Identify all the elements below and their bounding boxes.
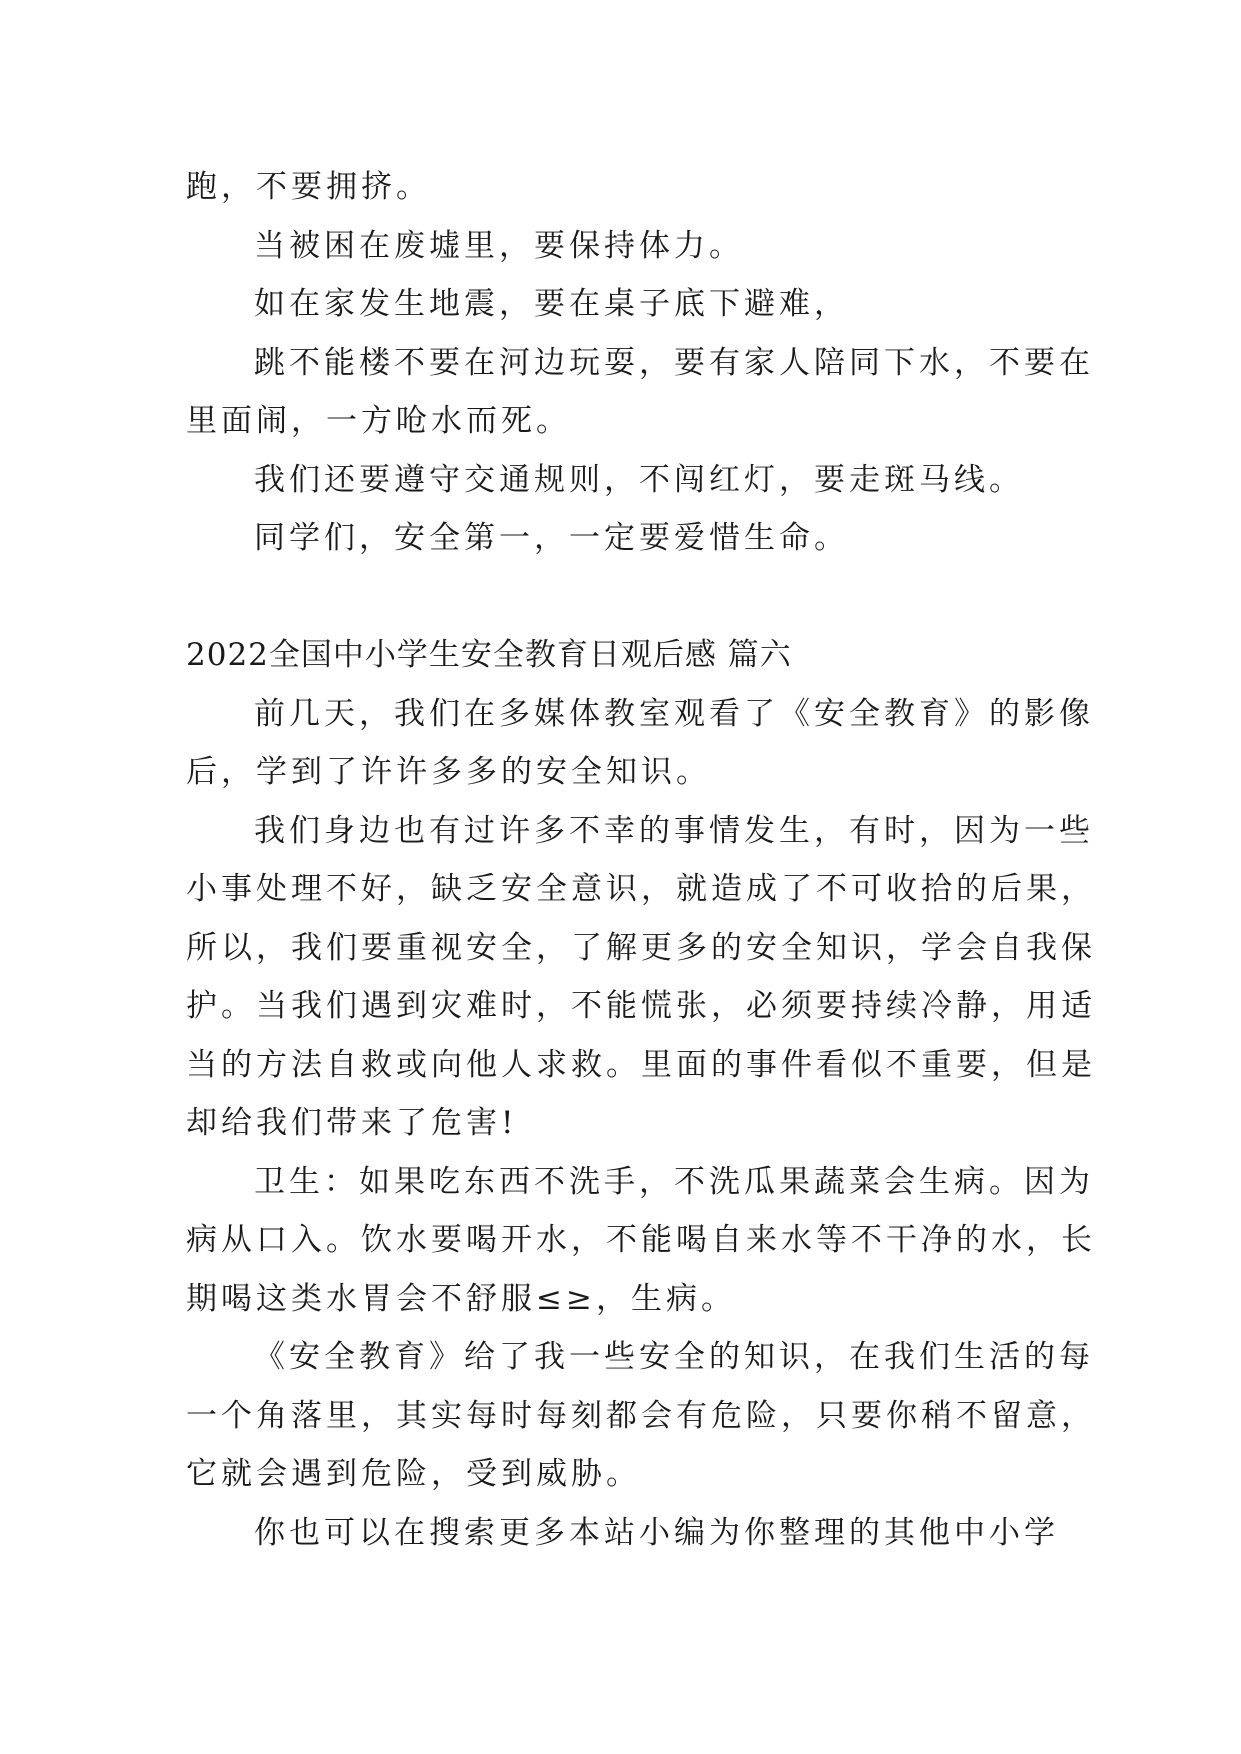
text-line: 如在家发生地震，要在桌子底下避难， — [254, 286, 849, 322]
text-line: 你也可以在搜索更多本站小编为你整理的其他中小学 — [254, 1514, 1059, 1551]
text-line: 卫生：如果吃东西不洗手，不洗瓜果蔬菜会生病。因为 — [254, 1163, 1094, 1200]
text-line: 所以，我们要重视安全，了解更多的安全知识，学会自我保 — [186, 929, 1096, 966]
section-heading: 2022全国中小学生安全教育日观后感 篇六 — [186, 637, 792, 673]
text-line: 小事处理不好，缺乏安全意识，就造成了不可收拾的后果， — [186, 871, 1096, 907]
text-line: 里面闹，一方呛水而死。 — [186, 403, 571, 439]
text-line: 前几天，我们在多媒体教室观看了《安全教育》的影像 — [254, 695, 1094, 732]
document-body — [186, 158, 1096, 1562]
text-line: 病从口入。饮水要喝开水，不能喝自来水等不干净的水，长 — [186, 1222, 1096, 1258]
text-line: 《安全教育》给了我一些安全的知识，在我们生活的每 — [254, 1339, 1094, 1375]
text-line: 后，学到了许许多多的安全知识。 — [186, 754, 711, 790]
text-line: 一个角落里，其实每时每刻都会有危险，只要你稍不留意， — [186, 1397, 1096, 1434]
text-line: 跑，不要拥挤。 — [186, 169, 431, 205]
text-line: 护。当我们遇到灾难时，不能慌张，必须要持续冷静，用适 — [186, 988, 1096, 1024]
text-line: 我们身边也有过许多不幸的事情发生，有时，因为一些 — [254, 812, 1094, 849]
text-line: 我们还要遵守交通规则，不闯红灯，要走斑马线。 — [254, 461, 1024, 498]
text-line: 同学们，安全第一，一定要爱惜生命。 — [254, 520, 849, 556]
text-line: 跳不能楼不要在河边玩耍，要有家人陪同下水，不要在 — [254, 344, 1094, 381]
text-line: 当的方法自救或向他人求救。里面的事件看似不重要，但是 — [186, 1046, 1096, 1083]
text-line: 期喝这类水胃会不舒服≤≥，生病。 — [186, 1280, 736, 1317]
text-line: 却给我们带来了危害! — [186, 1105, 518, 1141]
text-line: 当被困在废墟里，要保持体力。 — [254, 227, 744, 264]
text-line: 它就会遇到危险，受到威胁。 — [186, 1456, 641, 1492]
